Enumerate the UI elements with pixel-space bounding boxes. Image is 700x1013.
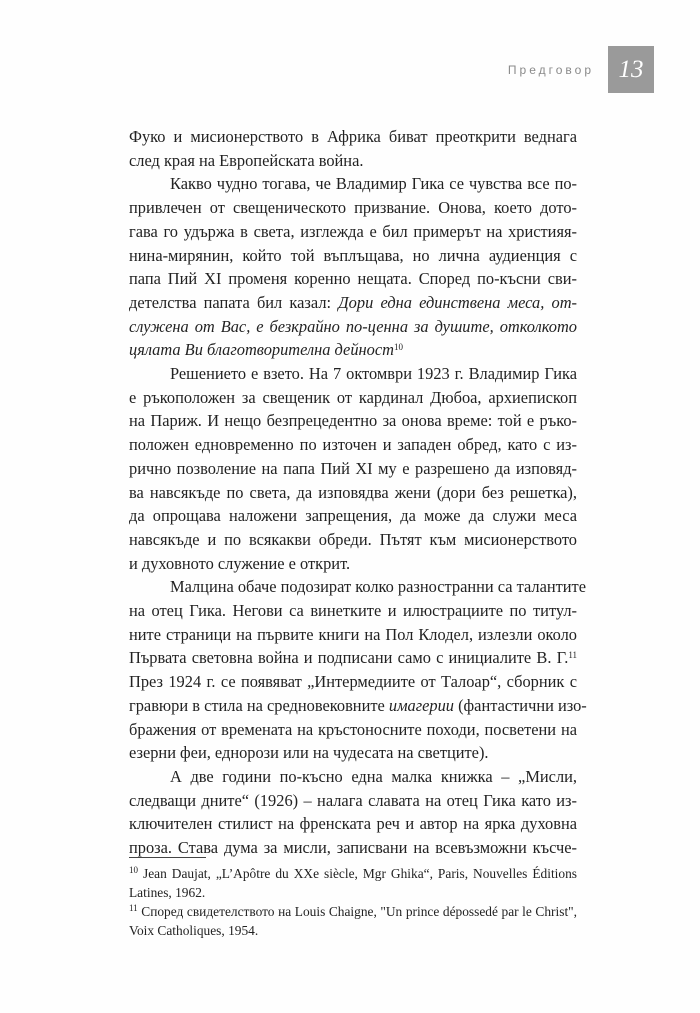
text-line [129,291,577,315]
text-line: ва навсякъде по света, да изповядва жени (дори без решетка), [129,482,577,502]
text-line: Какво чудно тогава, че Владимир Гика се чувства все по- [170,174,577,194]
text-line: ключителен стилист на френската реч и автор на ярка духовна [129,814,577,834]
footnote-text: Според свидетелството на Louis Chaigne, "Un prince dépossedé par le Christ", [141,904,577,919]
text-span: Първата световна война и подписани само с инициалите В. Г. [129,648,569,668]
footnote-ref: 10 [393,342,403,353]
footnote-text: Jean Daujat, „L’Apôtre du XXe siècle, Mgr Ghika“, Paris, Nouvelles Éditions [143,866,577,881]
footnote-10 [129,865,577,902]
text-span: гравюри в стила на средновековните [129,695,389,715]
text-line: ните страници на първите книги на Пол Клодел, излезли около [129,624,577,644]
footnote-text: Latines, 1962. [129,884,206,900]
text-line: привлечен от свещеническото призвание. Онова, което дото- [129,198,577,218]
text-line: на Париж. И нещо безпрецедентно за онова време: той е ръко- [129,411,577,431]
text-line: да опрощава наложени запрещения, да може да служи меса [129,506,577,526]
text-line: папа Пий XI променя коренно нещата. Според по-късни сви- [129,269,577,289]
text-span: цялата Ви благотворителна дейност [129,340,394,360]
text-span: детелства папата бил казал: [129,292,339,312]
text-line: гава го удържа в света, изглежда е бил примерът на християя- [129,221,577,241]
text-line [129,315,577,339]
section-title: Предговор [507,62,594,77]
text-line [129,646,577,670]
text-span: (фантастични изо- [454,695,587,715]
text-span: Дори една единствена меса, от- [338,292,577,312]
text-line: и духовното служение е открит. [129,553,351,573]
text-line: положен едновременно по източен и западен обред, като с из- [129,435,577,455]
text-line [129,338,577,362]
text-line: проза. Става дума за мисли, записвани на всевъзможни късче- [129,838,577,858]
running-header [508,46,654,93]
text-line: Фуко и мисионерството в Африка биват преоткрити веднага [129,127,577,146]
text-line: Решението е взето. На 7 октомври 1923 г. Владимир Гика [170,364,577,384]
page-number: 13 [608,46,654,93]
footnote-separator [129,857,206,858]
text-line: следващи дните“ (1926) – налага славата на отец Гика като из- [129,790,577,810]
text-line: Малцина обаче подозират колко разностранни са талантите [170,577,586,597]
text-line: бражения от времената на кръстоносните походи, посветени на [129,719,577,739]
text-line: нина-мирянин, който той въплъщава, но лична аудиенция с [129,245,577,265]
text-line: езерни феи, еднорози или на чудесата на светците). [129,743,489,763]
text-line: след края на Европейската война. [129,150,364,170]
footnote-number: 11 [129,903,138,913]
text-line: навсякъде и по всякакви обреди. Пътят към мисионерството [129,529,577,549]
footnote-ref: 11 [568,650,577,661]
text-line: на отец Гика. Негови са винетките и илюстрациите по титул- [129,601,577,621]
text-line [129,694,587,718]
text-line: През 1924 г. се появяват „Интермедиите от Талоар“, сборник с [129,672,577,692]
text-span: имагерии [388,695,454,715]
text-line: е ръкоположен за свещеник от кардинал Дюбоа, архиепископ [129,387,577,407]
footnote-number: 10 [129,865,138,875]
text-line: рично позволение на папа Пий XI му е разрешено да изповяд- [129,458,577,478]
text-line: А две години по-късно една малка книжка – „Мисли, [170,766,577,786]
text-span: служена от Вас, е безкрайно по-ценна за душите, отколкото [129,316,577,336]
footnote-11 [129,903,577,940]
body-text [129,125,587,860]
footnote-text: Voix Catholiques, 1954. [129,922,259,938]
